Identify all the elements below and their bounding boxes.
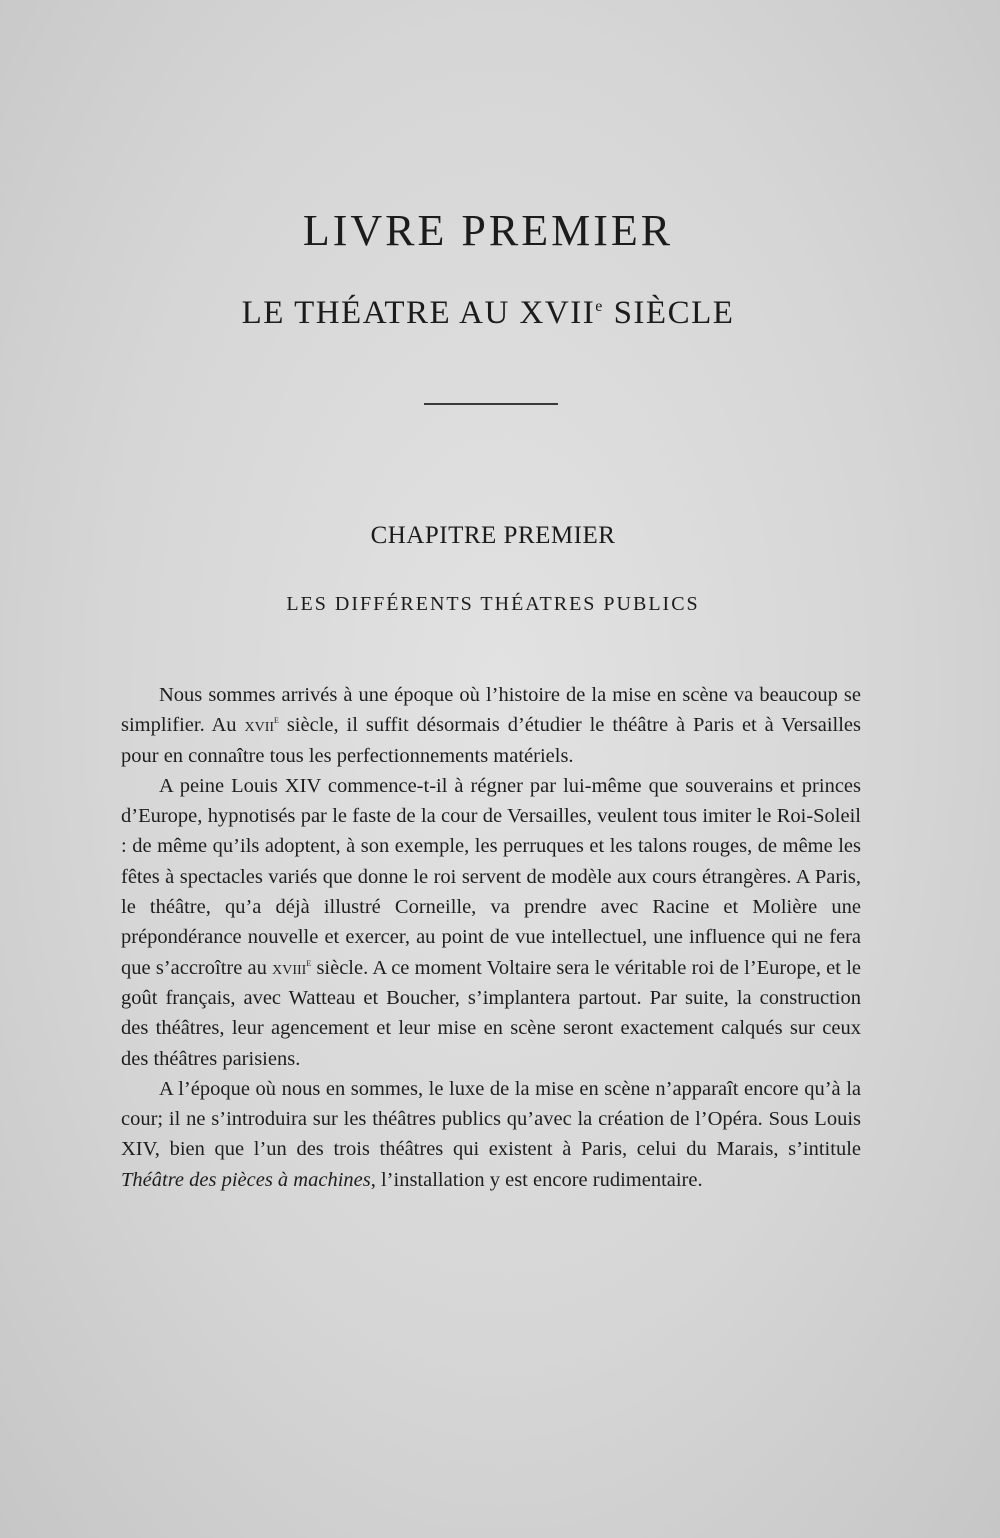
- part-title-superscript: e: [595, 298, 604, 315]
- paragraph-2: [121, 771, 861, 1074]
- paragraph-1-text-a: Nous sommes arrivés à une époque où l’histoire de la mise en scène va beaucoup se simplifier. Au: [121, 684, 861, 737]
- body-text: [121, 680, 861, 1195]
- paragraph-3-text-a: A l’époque où nous en sommes, le luxe de la mise en scène n’apparaît encore qu’à la cour; il ne s’introduira sur les théâtres publics qu’avec la création de l’Opéra. Sous Louis XIV, bien que l’un des trois théâtres qui existent à Paris, celui du Marais, s’intitule: [121, 1077, 861, 1161]
- part-title-prefix: LE THÉATRE AU XVII: [241, 295, 596, 331]
- paragraph-3: [121, 1074, 861, 1195]
- century-numeral-text: xviii: [272, 956, 307, 979]
- chapter-title: CHAPITRE PREMIER: [370, 522, 616, 549]
- paragraph-2-text-b: siècle. A ce moment Voltaire sera le véritable roi de l’Europe, et le goût français, avec Watteau et Boucher, s’implantera partout. Par suite, la construction des théâtres, leur agencement et leur mise en scène seront exactement calqués sur ceux des théâtres parisiens.: [121, 956, 861, 1070]
- chapter-subtitle: LES DIFFÉRENTS THÉATRES PUBLICS: [286, 593, 700, 615]
- century-numeral-superscript: e: [274, 712, 279, 727]
- paragraph-3-text-b: , l’installation y est encore rudimentaire.: [370, 1168, 703, 1191]
- century-numeral: [244, 714, 278, 736]
- paragraph-1-text-b: siècle, il suffit désormais d’étudier le théâtre à Paris et à Versailles pour en connaître tous les perfectionnements matériels.: [121, 714, 862, 767]
- paragraph-1: [121, 680, 861, 771]
- century-numeral-text: xvii: [244, 714, 275, 737]
- century-numeral-superscript: e: [306, 954, 312, 969]
- century-numeral: [272, 954, 312, 979]
- part-title-suffix: SIÈCLE: [603, 295, 735, 331]
- part-title: [0, 295, 976, 332]
- italic-title: Théâtre des pièces à machines: [121, 1168, 371, 1191]
- paragraph-2-text-a: A peine Louis XIV commence-t-il à régner par lui-même que souverains et princes d’Europe, hypnotisés par le faste de la cour de Versailles, veulent tous imiter le Roi-Soleil : de même qu’ils adoptent, à son exemple, les perruques et les talons rouges, de même les fêtes à spectacles variés que donne le roi servent de modèle aux cours étrangères. A Paris, le théâtre, qu’a déjà illustré Corneille, va prendre avec Racine et Molière une prépondérance nouvelle et exercer, au point de vue intellectuel, une influence qui ne fera que s’accroître au: [121, 774, 861, 979]
- section-divider: [424, 403, 558, 405]
- book-title: LIVRE PREMIER: [302, 206, 674, 255]
